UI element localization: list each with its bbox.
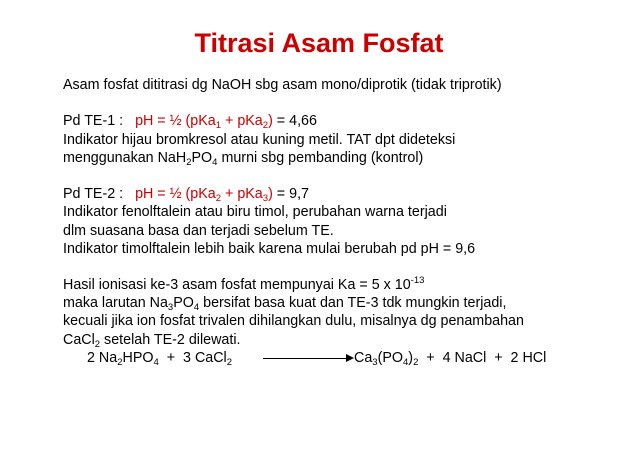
te2-formula: pH = ½ (pKa$_2$ + pKa$_3$) bbox=[135, 186, 273, 205]
te2-formula-line bbox=[63, 185, 623, 203]
reaction-products: $Ca_3(PO_4)_2 + 4$ NaCl + 2 HCl bbox=[354, 349, 547, 368]
ionisasi-cacl2-line: CaCl$_2$ setelah TE-2 dilewati. bbox=[63, 331, 241, 350]
te1-formula-line bbox=[63, 112, 623, 130]
te1-control-line: menggunakan $NaH_2PO_4$ murni sbg pembanding (kontrol) bbox=[63, 149, 424, 168]
te1-label: Pd TE-1 : bbox=[63, 113, 124, 130]
reaction-arrowhead-icon bbox=[346, 354, 354, 362]
intro-line: Asam fosfat dititrasi dg NaOH sbg asam mono/diprotik (tidak triprotik) bbox=[63, 77, 502, 93]
reaction-reactants: 2 $Na_2HPO_4 + 3$ CaCl$_2$ bbox=[87, 349, 233, 368]
ionisasi-na3po4-line: maka larutan $Na_3PO_4$ bersifat basa kuat dan TE-3 tdk mungkin terjadi, bbox=[63, 295, 507, 314]
ionisasi-exception-line: kecuali jika ion fosfat trivalen dihilangkan dulu, misalnya dg penambahan bbox=[63, 313, 524, 330]
te1-result: = 4,66 bbox=[272, 113, 317, 130]
te2-indicator-line: Indikator fenolftalein atau biru timol, perubahan warna terjadi bbox=[63, 204, 447, 221]
reaction-arrow-icon bbox=[263, 358, 349, 359]
te1-indicator-line: Indikator hijau bromkresol atau kuning metil. TAT dpt dideteksi bbox=[63, 131, 456, 148]
reaction-equation bbox=[63, 349, 623, 367]
te2-condition-line: dlm suasana basa dan terjadi sebelum TE. bbox=[63, 222, 334, 239]
ionisasi-ka-line: Hasil ionisasi ke-3 asam fosfat mempunyai Ka = 5 x $10^{-13}$ bbox=[63, 275, 425, 294]
te2-label: Pd TE-2 : bbox=[63, 186, 124, 203]
te1-formula: pH = ½ (pKa$_1$ + pKa$_2$) bbox=[135, 113, 273, 132]
slide-body bbox=[63, 76, 623, 367]
te2-result: = 9,7 bbox=[272, 186, 309, 203]
slide-title: Titrasi Asam Fosfat bbox=[194, 28, 444, 58]
te2-better-indicator-line: Indikator timolftalein lebih baik karena mulai berubah pd pH = 9,6 bbox=[63, 240, 476, 257]
